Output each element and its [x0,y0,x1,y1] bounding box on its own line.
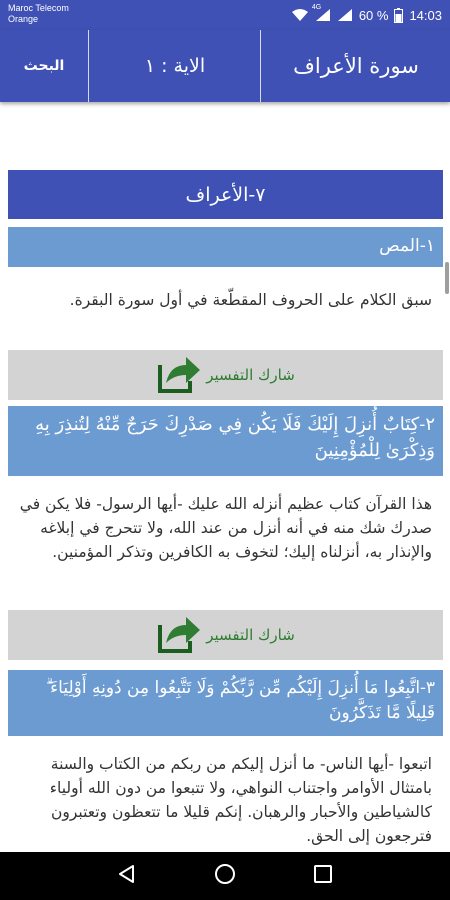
surah-header: ٧-الأعراف [8,170,443,219]
tafsir-text: هذا القرآن كتاب عظيم أنزله الله عليك -أيها الرسول- فلا يكن في صدرك شك منه في أنه أنزل من عند الله، ولا تتحرج في إبلاغه والإنذار به، أنزلناه إليك؛ لتخوف به الكافرين وتذكر المؤمنين. [19,495,432,561]
share-label: شارك التفسير [206,366,295,384]
toolbar-divider [260,30,261,102]
share-content [156,351,295,399]
carrier-name: Maroc Telecom [8,3,69,13]
share-arrow-icon [156,611,202,659]
share-content [156,611,295,659]
status-icons [291,5,442,25]
clock: 14:03 [409,7,442,23]
recents-square-icon[interactable] [312,863,334,889]
surah-selector[interactable]: سورة الأعراف [293,54,419,78]
wifi-icon [291,8,309,22]
scrollbar-thumb[interactable] [445,262,449,294]
carrier-name-secondary: Orange [8,14,39,24]
verse-selector[interactable]: الاية : ١ [144,55,206,77]
back-triangle-icon[interactable] [116,863,138,889]
ayah-text: ١-المص [8,227,443,267]
signal-icon-secondary [337,8,353,22]
toolbar-divider [88,30,89,102]
home-circle-icon[interactable] [213,862,237,890]
signal-icon [311,4,331,22]
share-arrow-icon [156,351,202,399]
ayah-text: ٢-كِتَابٌ أُنزِلَ إِلَيْكَ فَلَا يَكُن فِي صَدْرِكَ حَرَجٌ مِّنْهُ لِتُنذِرَ بِهِ وَذِكْرَىٰ لِلْمُؤْمِنِينَ [8,406,443,476]
share-tafsir-button[interactable] [8,350,443,400]
battery-icon [394,8,403,23]
tafsir-text: اتبعوا -أيها الناس- ما أنزل إليكم من ربكم من الكتاب والسنة بامتثال الأوامر واجتناب النواهي، ولا تتبعوا من دون الله أولياء كالشياطين والأحبار والرهبان. إنكم قليلا ما تتعظون وتعتبرون فترجعون إلى الحق. [49,755,432,845]
carrier-info [8,3,69,25]
share-label: شارك التفسير [206,626,295,644]
network-badge: 4G [311,4,322,11]
tafsir-list[interactable] [0,102,450,852]
status-bar [0,0,450,30]
app-toolbar [0,30,450,102]
ayah-text: ٣-اتَّبِعُوا مَا أُنزِلَ إِلَيْكُم مِّن رَّبِّكُمْ وَلَا تَتَّبِعُوا مِن دُونِهِ أَوْلِيَاءَ ۗ قَلِيلًا مَّا تَذَكَّرُونَ [8,670,443,736]
tafsir-text: سبق الكلام على الحروف المقطّعة في أول سورة البقرة. [69,291,432,309]
battery-level: 60 % [358,7,389,23]
navigation-bar [0,852,450,900]
share-tafsir-button[interactable] [8,610,443,660]
search-button[interactable]: البحث [23,58,65,74]
